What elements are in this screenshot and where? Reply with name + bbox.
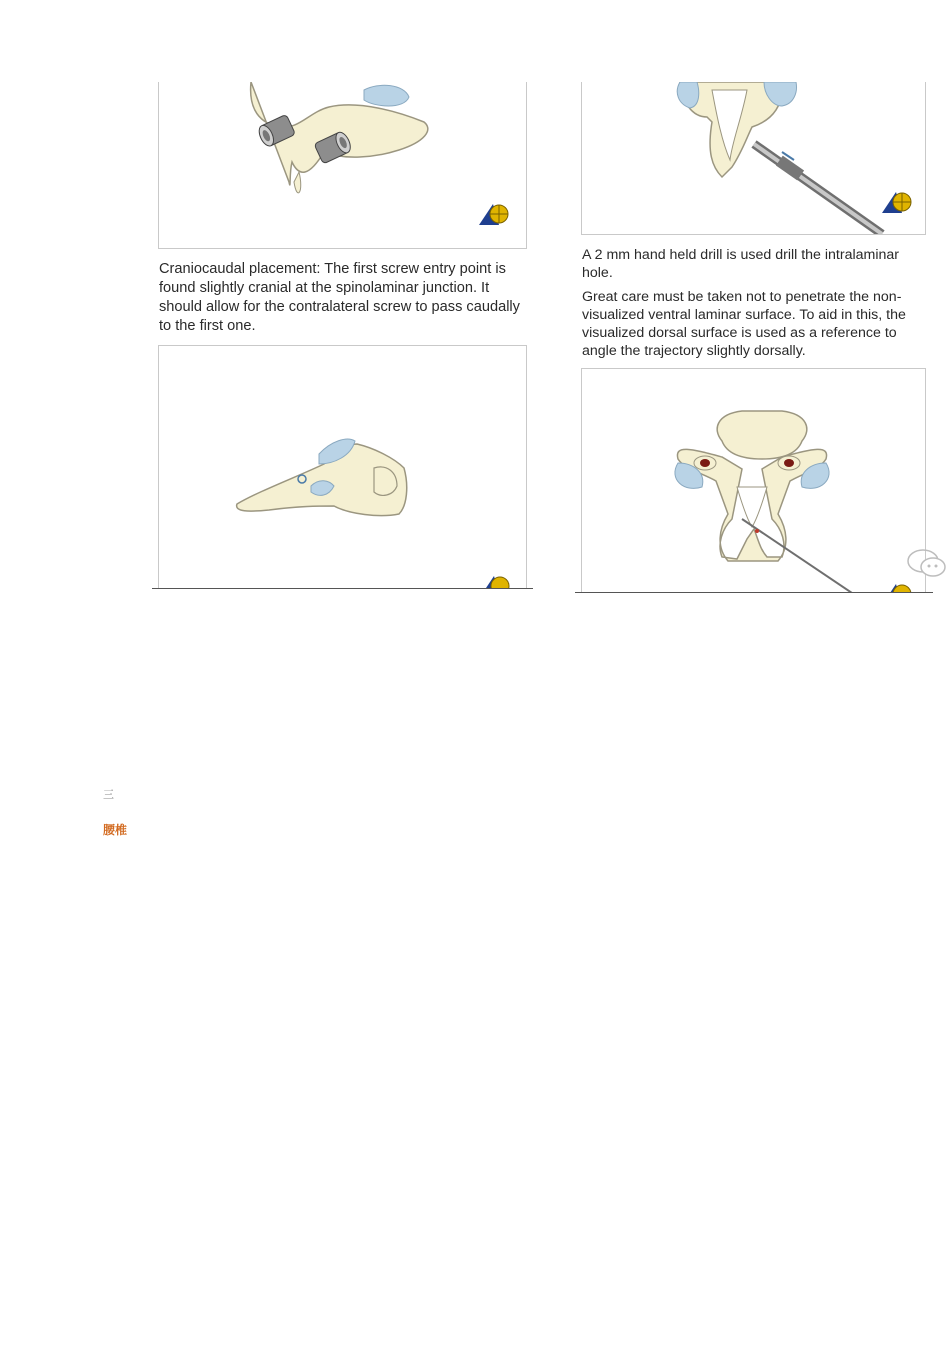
logo-globe-icon <box>478 573 510 588</box>
caption-drill: A 2 mm hand held drill is used drill the intralaminar hole. <box>582 247 900 281</box>
page-divider-right <box>575 592 933 593</box>
logo-globe-icon <box>880 189 912 215</box>
figure-screw-placement <box>158 82 527 249</box>
page-divider-left <box>152 588 533 589</box>
watermark-wechat-icon <box>903 545 950 581</box>
caption-craniocaudal: Craniocaudal placement: The first screw entry point is found slightly cranial at the spinolaminar junction. It should allow for the contralateral screw to pass caudally to the first one. <box>159 261 520 334</box>
drill-illustration <box>582 82 926 235</box>
section-title: 腰椎 <box>103 823 128 837</box>
figure-lateral-vertebra <box>158 345 527 588</box>
axial-vertebra-illustration <box>582 369 926 592</box>
caption-care: Great care must be taken not to penetrate the non-visualized ventral laminar surface. To aid in this, the visualized dorsal surface is used as a reference to angle the trajectory slightly dorsally. <box>582 289 906 359</box>
figure-axial-vertebra <box>581 368 926 592</box>
logo-globe-icon <box>477 201 509 227</box>
logo-globe-icon <box>880 581 912 592</box>
section-number: 三 <box>103 789 114 801</box>
vertebra-screws-illustration <box>159 82 527 249</box>
lateral-vertebra-illustration <box>159 346 527 588</box>
figure-drill <box>581 82 926 235</box>
